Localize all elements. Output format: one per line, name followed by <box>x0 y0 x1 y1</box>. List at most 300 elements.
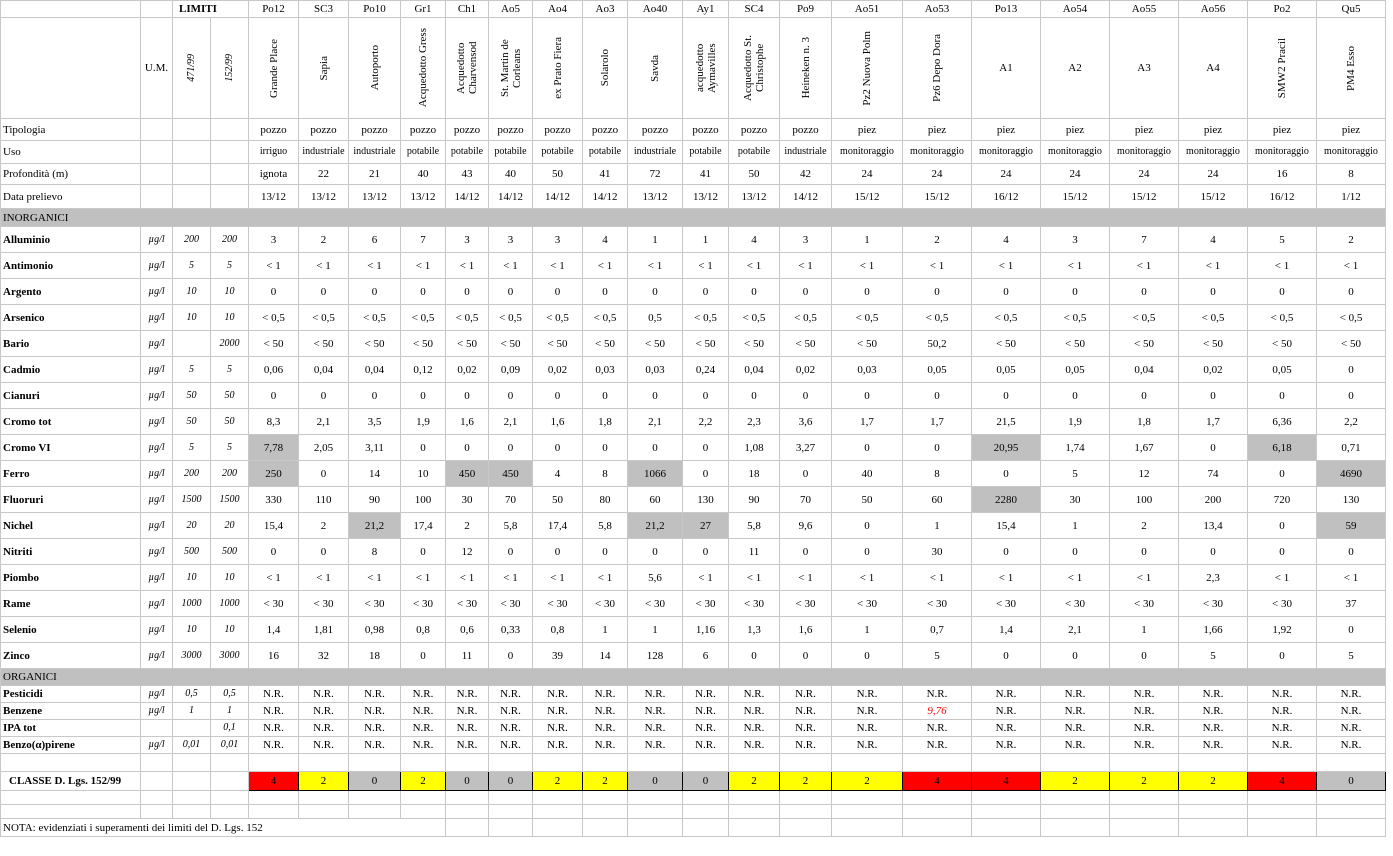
value-cell: N.R. <box>249 737 299 754</box>
value-cell: 0 <box>583 539 628 565</box>
value-cell: 5 <box>903 643 972 669</box>
value-cell: 2,1 <box>489 409 533 435</box>
station-code[interactable]: Ao54 <box>1041 1 1110 18</box>
value-cell: 0,02 <box>1179 357 1248 383</box>
value-cell: 110 <box>299 487 349 513</box>
empty-cell <box>1179 805 1248 819</box>
value-cell: 5 <box>1041 461 1110 487</box>
limit-152-cell: 3000 <box>211 643 249 669</box>
info-label: Uso <box>1 141 141 164</box>
value-cell: 0 <box>832 383 903 409</box>
value-cell: 3,11 <box>349 435 401 461</box>
empty-cell <box>173 772 211 791</box>
empty-cell <box>1 18 141 119</box>
value-cell: 0,04 <box>299 357 349 383</box>
value-cell: N.R. <box>1041 686 1110 703</box>
value-cell: < 50 <box>349 331 401 357</box>
empty-cell <box>1110 819 1179 837</box>
value-cell: 1,8 <box>1110 409 1179 435</box>
value-cell: 0 <box>1317 279 1386 305</box>
value-cell: 0 <box>489 539 533 565</box>
value-cell: 2 <box>1110 513 1179 539</box>
empty-cell <box>533 754 583 772</box>
analyte-row <box>1 227 1386 253</box>
station-name-cell <box>533 18 583 119</box>
station-code[interactable]: Po12 <box>249 1 299 18</box>
info-value: pozzo <box>446 119 489 141</box>
value-cell: 0 <box>1317 617 1386 643</box>
value-cell: N.R. <box>903 737 972 754</box>
empty-cell <box>349 754 401 772</box>
classe-value-cell: 0 <box>446 772 489 791</box>
value-cell: 3,27 <box>780 435 832 461</box>
info-value: monitoraggio <box>1179 141 1248 164</box>
value-cell: N.R. <box>903 686 972 703</box>
info-value: 72 <box>628 164 683 185</box>
empty-cell <box>349 791 401 805</box>
value-cell: < 1 <box>533 253 583 279</box>
limit-152-cell: 2000 <box>211 331 249 357</box>
value-cell: N.R. <box>1110 686 1179 703</box>
value-cell: 0,05 <box>903 357 972 383</box>
empty-cell <box>1 754 141 772</box>
value-cell: N.R. <box>249 720 299 737</box>
analyte-name: Selenio <box>1 617 141 643</box>
limit-471-cell: 5 <box>173 357 211 383</box>
value-cell: < 50 <box>249 331 299 357</box>
value-cell: 2,1 <box>299 409 349 435</box>
info-value: monitoraggio <box>1041 141 1110 164</box>
value-cell: < 30 <box>533 591 583 617</box>
station-name-cell <box>972 18 1041 119</box>
value-cell: 8 <box>903 461 972 487</box>
info-value: irriguo <box>249 141 299 164</box>
classe-value-cell: 2 <box>1110 772 1179 791</box>
value-cell: 0 <box>1041 279 1110 305</box>
station-name: SMW2 Pracil <box>1276 37 1288 99</box>
station-name-cell <box>1110 18 1179 119</box>
station-code[interactable]: Gr1 <box>401 1 446 18</box>
value-cell: N.R. <box>628 703 683 720</box>
value-cell: 0 <box>1317 357 1386 383</box>
section-row <box>1 669 1386 686</box>
value-cell: < 50 <box>729 331 780 357</box>
station-code[interactable]: Ao40 <box>628 1 683 18</box>
value-cell: 0 <box>1041 383 1110 409</box>
value-cell: 1,74 <box>1041 435 1110 461</box>
limit-471-cell: 1000 <box>173 591 211 617</box>
value-cell: 0 <box>1110 539 1179 565</box>
station-code[interactable]: Ao5 <box>489 1 533 18</box>
station-name: Grande Place <box>267 38 280 98</box>
empty-cell <box>832 791 903 805</box>
analyte-row <box>1 487 1386 513</box>
value-cell: 1,6 <box>446 409 489 435</box>
value-cell: 0 <box>972 643 1041 669</box>
empty-cell <box>299 805 349 819</box>
value-cell: < 0,5 <box>903 305 972 331</box>
value-cell: < 1 <box>489 565 533 591</box>
value-cell: N.R. <box>1110 720 1179 737</box>
value-cell: < 1 <box>729 565 780 591</box>
station-code[interactable]: SC4 <box>729 1 780 18</box>
value-cell: N.R. <box>903 720 972 737</box>
info-value: pozzo <box>583 119 628 141</box>
value-cell: < 0,5 <box>349 305 401 331</box>
info-value: pozzo <box>729 119 780 141</box>
value-cell: 0 <box>1248 383 1317 409</box>
value-cell: 0 <box>1317 539 1386 565</box>
value-cell: 3 <box>780 227 832 253</box>
value-cell: < 1 <box>780 565 832 591</box>
info-value: industriale <box>299 141 349 164</box>
station-code[interactable]: Ao53 <box>903 1 972 18</box>
info-row <box>1 164 1386 185</box>
unit-cell: µg/l <box>141 409 173 435</box>
value-cell: 3 <box>446 227 489 253</box>
empty-cell <box>249 754 299 772</box>
station-code[interactable]: Po10 <box>349 1 401 18</box>
limit-152-cell: 10 <box>211 565 249 591</box>
value-cell: 0 <box>972 279 1041 305</box>
value-cell: 0,6 <box>446 617 489 643</box>
value-cell: < 0,5 <box>1248 305 1317 331</box>
station-code[interactable]: Ao51 <box>832 1 903 18</box>
empty-cell <box>683 819 729 837</box>
value-cell: 0 <box>1179 539 1248 565</box>
value-cell: < 1 <box>1041 253 1110 279</box>
value-cell: N.R. <box>780 720 832 737</box>
station-name: Sapia <box>317 55 330 81</box>
info-value: piez <box>832 119 903 141</box>
value-cell: 0 <box>683 383 729 409</box>
value-cell: 0 <box>489 279 533 305</box>
value-cell: 18 <box>349 643 401 669</box>
empty-cell <box>729 754 780 772</box>
station-name-cell <box>401 18 446 119</box>
value-cell: < 30 <box>1179 591 1248 617</box>
value-cell: 4 <box>972 227 1041 253</box>
section-row <box>1 209 1386 227</box>
value-cell: 0 <box>1248 643 1317 669</box>
empty-cell <box>1041 805 1110 819</box>
value-cell: < 50 <box>1110 331 1179 357</box>
analyte-name: Nitriti <box>1 539 141 565</box>
unit-cell: µg/l <box>141 737 173 754</box>
value-cell: < 1 <box>683 565 729 591</box>
info-label: Profondità (m) <box>1 164 141 185</box>
empty-cell <box>141 754 173 772</box>
value-cell: N.R. <box>299 703 349 720</box>
empty-cell <box>1110 805 1179 819</box>
value-cell: N.R. <box>1317 686 1386 703</box>
empty-cell <box>141 185 173 209</box>
value-cell: 15,4 <box>249 513 299 539</box>
value-cell: < 30 <box>832 591 903 617</box>
value-cell: 30 <box>903 539 972 565</box>
value-cell: N.R. <box>446 737 489 754</box>
classe-value-cell: 0 <box>349 772 401 791</box>
value-cell: 8,3 <box>249 409 299 435</box>
station-name: acquedotto Aymavilles <box>693 43 718 93</box>
value-cell: 0 <box>533 383 583 409</box>
analyte-name: Zinco <box>1 643 141 669</box>
value-cell: < 50 <box>1317 331 1386 357</box>
value-cell: 0 <box>446 383 489 409</box>
empty-cell <box>401 754 446 772</box>
value-cell: 1,9 <box>401 409 446 435</box>
limit-152-cell: 0,5 <box>211 686 249 703</box>
value-cell: 3,6 <box>780 409 832 435</box>
station-code[interactable]: Ao3 <box>583 1 628 18</box>
value-cell: < 1 <box>249 253 299 279</box>
empty-cell <box>1 1 141 18</box>
value-cell: 2 <box>299 227 349 253</box>
info-value: 15/12 <box>903 185 972 209</box>
value-cell: 17,4 <box>533 513 583 539</box>
info-value: 13/12 <box>249 185 299 209</box>
value-cell: < 0,5 <box>533 305 583 331</box>
value-cell: 8 <box>583 461 628 487</box>
value-cell: < 30 <box>489 591 533 617</box>
value-cell: < 1 <box>299 253 349 279</box>
value-cell: 0,04 <box>729 357 780 383</box>
value-cell: 0,03 <box>832 357 903 383</box>
value-cell: < 0,5 <box>1110 305 1179 331</box>
value-cell: 90 <box>729 487 780 513</box>
value-cell: 14 <box>349 461 401 487</box>
value-cell: 0,03 <box>583 357 628 383</box>
value-cell: < 30 <box>683 591 729 617</box>
station-code[interactable]: Po13 <box>972 1 1041 18</box>
value-cell: < 1 <box>628 253 683 279</box>
value-cell: 80 <box>583 487 628 513</box>
station-code[interactable]: SC3 <box>299 1 349 18</box>
limit-471-cell: 50 <box>173 409 211 435</box>
value-cell: 0,98 <box>349 617 401 643</box>
value-cell: N.R. <box>446 720 489 737</box>
value-cell: < 1 <box>903 253 972 279</box>
value-cell: 37 <box>1317 591 1386 617</box>
value-cell: N.R. <box>780 737 832 754</box>
value-cell: < 0,5 <box>401 305 446 331</box>
analyte-name: IPA tot <box>1 720 141 737</box>
limit-152-cell: 10 <box>211 279 249 305</box>
analyte-row <box>1 461 1386 487</box>
value-cell: 0 <box>299 539 349 565</box>
station-name-cell <box>583 18 628 119</box>
station-code[interactable]: Ay1 <box>683 1 729 18</box>
classe-value-cell: 4 <box>249 772 299 791</box>
classe-value-cell: 4 <box>903 772 972 791</box>
value-cell: 7 <box>1110 227 1179 253</box>
station-name: A1 <box>999 62 1013 74</box>
info-value: 13/12 <box>729 185 780 209</box>
exceedance-value-cell: 450 <box>489 461 533 487</box>
value-cell: 1,6 <box>533 409 583 435</box>
info-value: 50 <box>533 164 583 185</box>
value-cell: < 1 <box>1317 565 1386 591</box>
value-cell: 1,66 <box>1179 617 1248 643</box>
limit-152-cell: 5 <box>211 253 249 279</box>
unit-cell: µg/l <box>141 331 173 357</box>
info-value: potabile <box>489 141 533 164</box>
value-cell: N.R. <box>1179 720 1248 737</box>
analyte-row <box>1 720 1386 737</box>
info-value: 50 <box>729 164 780 185</box>
value-cell: 6 <box>683 643 729 669</box>
value-cell: N.R. <box>401 703 446 720</box>
value-cell: 5 <box>1317 643 1386 669</box>
value-cell: 2,3 <box>1179 565 1248 591</box>
empty-cell <box>489 805 533 819</box>
value-cell: 0 <box>1179 435 1248 461</box>
info-value: 43 <box>446 164 489 185</box>
empty-cell <box>1317 791 1386 805</box>
value-cell: N.R. <box>349 720 401 737</box>
value-cell: 0 <box>832 513 903 539</box>
limit-471-cell: 10 <box>173 305 211 331</box>
value-cell: N.R. <box>349 686 401 703</box>
station-name-cell <box>349 18 401 119</box>
unit-cell: µg/l <box>141 253 173 279</box>
info-value: pozzo <box>299 119 349 141</box>
empty-cell <box>141 772 173 791</box>
info-value: 15/12 <box>832 185 903 209</box>
value-cell: 0 <box>349 383 401 409</box>
info-value: pozzo <box>533 119 583 141</box>
analyte-row <box>1 539 1386 565</box>
station-name-cell <box>446 18 489 119</box>
station-code[interactable]: Ch1 <box>446 1 489 18</box>
value-cell: N.R. <box>832 720 903 737</box>
empty-cell <box>446 791 489 805</box>
info-value: 41 <box>683 164 729 185</box>
value-cell: 1,16 <box>683 617 729 643</box>
value-cell: 2 <box>299 513 349 539</box>
info-value: 22 <box>299 164 349 185</box>
station-code[interactable]: Po9 <box>780 1 832 18</box>
value-cell: 1,92 <box>1248 617 1317 643</box>
spacer-row <box>1 754 1386 772</box>
empty-cell <box>401 805 446 819</box>
empty-cell <box>1179 754 1248 772</box>
value-cell: 0 <box>628 383 683 409</box>
value-cell: 0 <box>583 383 628 409</box>
empty-cell <box>683 754 729 772</box>
value-cell: < 30 <box>972 591 1041 617</box>
station-code[interactable]: Ao4 <box>533 1 583 18</box>
value-cell: 0,05 <box>972 357 1041 383</box>
value-cell: < 1 <box>249 565 299 591</box>
info-value: 16 <box>1248 164 1317 185</box>
value-cell: 60 <box>628 487 683 513</box>
empty-cell <box>583 791 628 805</box>
limit-471-cell <box>173 720 211 737</box>
analyte-name: Cianuri <box>1 383 141 409</box>
value-cell: N.R. <box>299 686 349 703</box>
value-cell: N.R. <box>583 737 628 754</box>
empty-cell <box>533 805 583 819</box>
value-cell: < 50 <box>1248 331 1317 357</box>
empty-cell <box>780 791 832 805</box>
empty-cell <box>832 805 903 819</box>
value-cell: 3 <box>1041 227 1110 253</box>
station-code[interactable]: Ao55 <box>1110 1 1179 18</box>
analyte-row <box>1 737 1386 754</box>
station-code[interactable]: Qu5 <box>1317 1 1386 18</box>
value-cell: < 1 <box>401 253 446 279</box>
value-cell: 0 <box>299 383 349 409</box>
value-cell: N.R. <box>729 703 780 720</box>
value-cell: < 1 <box>972 253 1041 279</box>
value-cell: 40 <box>832 461 903 487</box>
value-cell: 130 <box>1317 487 1386 513</box>
station-code[interactable]: Po2 <box>1248 1 1317 18</box>
empty-cell <box>628 754 683 772</box>
value-cell: 0,06 <box>249 357 299 383</box>
limit-law-label: 471/99 <box>185 54 197 82</box>
value-cell: N.R. <box>401 720 446 737</box>
classe-row <box>1 772 1386 791</box>
exceedance-value-cell: 6,18 <box>1248 435 1317 461</box>
value-cell: < 0,5 <box>972 305 1041 331</box>
station-name: Heineken n. 3 <box>799 37 812 99</box>
value-cell: N.R. <box>446 686 489 703</box>
classe-label: CLASSE D. Lgs. 152/99 <box>1 772 141 791</box>
value-cell: < 1 <box>832 253 903 279</box>
value-cell: < 50 <box>401 331 446 357</box>
empty-cell <box>972 805 1041 819</box>
value-cell: 0,33 <box>489 617 533 643</box>
info-value: piez <box>1248 119 1317 141</box>
limit-152-cell: 0,01 <box>211 737 249 754</box>
limit-471-cell: 0,5 <box>173 686 211 703</box>
limiti-header: LIMITI <box>173 1 249 18</box>
value-cell: 0 <box>729 643 780 669</box>
value-cell: N.R. <box>780 703 832 720</box>
empty-cell <box>628 805 683 819</box>
station-code[interactable]: Ao56 <box>1179 1 1248 18</box>
analyte-row <box>1 617 1386 643</box>
empty-cell <box>972 754 1041 772</box>
value-cell: < 1 <box>533 565 583 591</box>
empty-cell <box>972 791 1041 805</box>
value-cell: < 1 <box>446 565 489 591</box>
value-cell: N.R. <box>832 686 903 703</box>
value-cell: 4 <box>583 227 628 253</box>
analyte-name: Piombo <box>1 565 141 591</box>
value-cell: N.R. <box>1179 737 1248 754</box>
value-cell: 12 <box>1110 461 1179 487</box>
empty-cell <box>1248 805 1317 819</box>
value-cell: N.R. <box>832 703 903 720</box>
info-value: potabile <box>401 141 446 164</box>
info-value: 14/12 <box>583 185 628 209</box>
value-cell: 0,04 <box>1110 357 1179 383</box>
unit-cell: µg/l <box>141 565 173 591</box>
value-cell: < 1 <box>1110 565 1179 591</box>
value-cell: < 1 <box>1041 565 1110 591</box>
header-names-row <box>1 18 1386 119</box>
station-name-cell <box>1248 18 1317 119</box>
empty-cell <box>583 754 628 772</box>
empty-cell <box>729 791 780 805</box>
value-cell: 60 <box>903 487 972 513</box>
value-cell: 0,09 <box>489 357 533 383</box>
info-value: pozzo <box>401 119 446 141</box>
limit-471-cell: 1500 <box>173 487 211 513</box>
